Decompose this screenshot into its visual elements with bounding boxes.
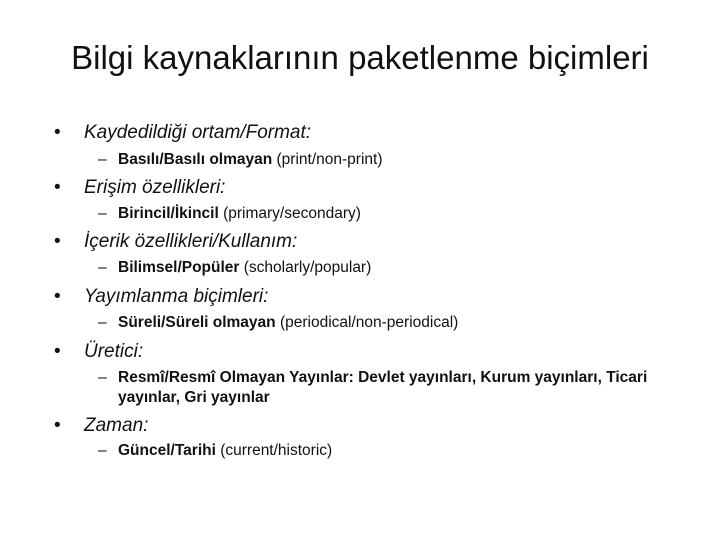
bullet-item-access bbox=[54, 175, 225, 201]
sub-item-publication bbox=[98, 313, 458, 333]
bullet-icon: • bbox=[54, 177, 61, 198]
sub-item-content bbox=[98, 258, 371, 278]
dash-icon: – bbox=[98, 151, 107, 168]
sub-item-bold: Birincil/İkincil bbox=[118, 205, 219, 222]
sub-item-format bbox=[98, 150, 382, 170]
bullet-item-time bbox=[54, 413, 148, 439]
sub-item-note: (scholarly/popular) bbox=[239, 259, 372, 276]
sub-item-bold: Süreli/Süreli olmayan bbox=[118, 314, 276, 331]
bullet-icon: • bbox=[54, 286, 61, 307]
bullet-icon: • bbox=[54, 231, 61, 252]
sub-item-bold: Basılı/Basılı olmayan bbox=[118, 151, 273, 168]
bullet-icon: • bbox=[54, 122, 61, 143]
dash-icon: – bbox=[98, 442, 107, 459]
sub-item-producer bbox=[98, 368, 698, 408]
sub-item-note: (primary/secondary) bbox=[218, 205, 361, 222]
bullet-icon: • bbox=[54, 341, 61, 362]
bullet-label: Erişim özellikleri: bbox=[84, 177, 226, 198]
slide-title: Bilgi kaynaklarının paketlenme biçimleri bbox=[71, 39, 649, 76]
bullet-label: İçerik özellikleri/Kullanım: bbox=[84, 231, 298, 252]
sub-item-access bbox=[98, 204, 361, 224]
dash-icon: – bbox=[98, 259, 107, 276]
bullet-item-format bbox=[54, 120, 311, 146]
bullet-item-producer bbox=[54, 339, 143, 365]
dash-icon: – bbox=[98, 205, 107, 222]
bullet-label: Zaman: bbox=[84, 415, 149, 436]
sub-item-note: (current/historic) bbox=[215, 442, 333, 459]
sub-item-note: (periodical/non-periodical) bbox=[275, 314, 459, 331]
sub-item-bold: Resmî/Resmî Olmayan Yayınlar: Devlet yayınları, Kurum yayınları, Ticari bbox=[118, 369, 648, 386]
sub-item-note: (print/non-print) bbox=[272, 151, 383, 168]
bullet-item-publication bbox=[54, 284, 268, 310]
bullet-label: Kaydedildiği ortam/Format: bbox=[84, 122, 312, 143]
bullet-item-content bbox=[54, 229, 297, 255]
bullet-icon: • bbox=[54, 415, 61, 436]
sub-item-bold-continued: yayınlar, Gri yayınlar bbox=[118, 389, 270, 406]
sub-item-bold: Bilimsel/Popüler bbox=[118, 259, 240, 276]
sub-item-time bbox=[98, 441, 332, 461]
dash-icon: – bbox=[98, 314, 107, 331]
bullet-label: Yayımlanma biçimleri: bbox=[84, 286, 269, 307]
dash-icon: – bbox=[98, 369, 107, 386]
bullet-label: Üretici: bbox=[84, 341, 144, 362]
sub-item-bold: Güncel/Tarihi bbox=[118, 442, 216, 459]
